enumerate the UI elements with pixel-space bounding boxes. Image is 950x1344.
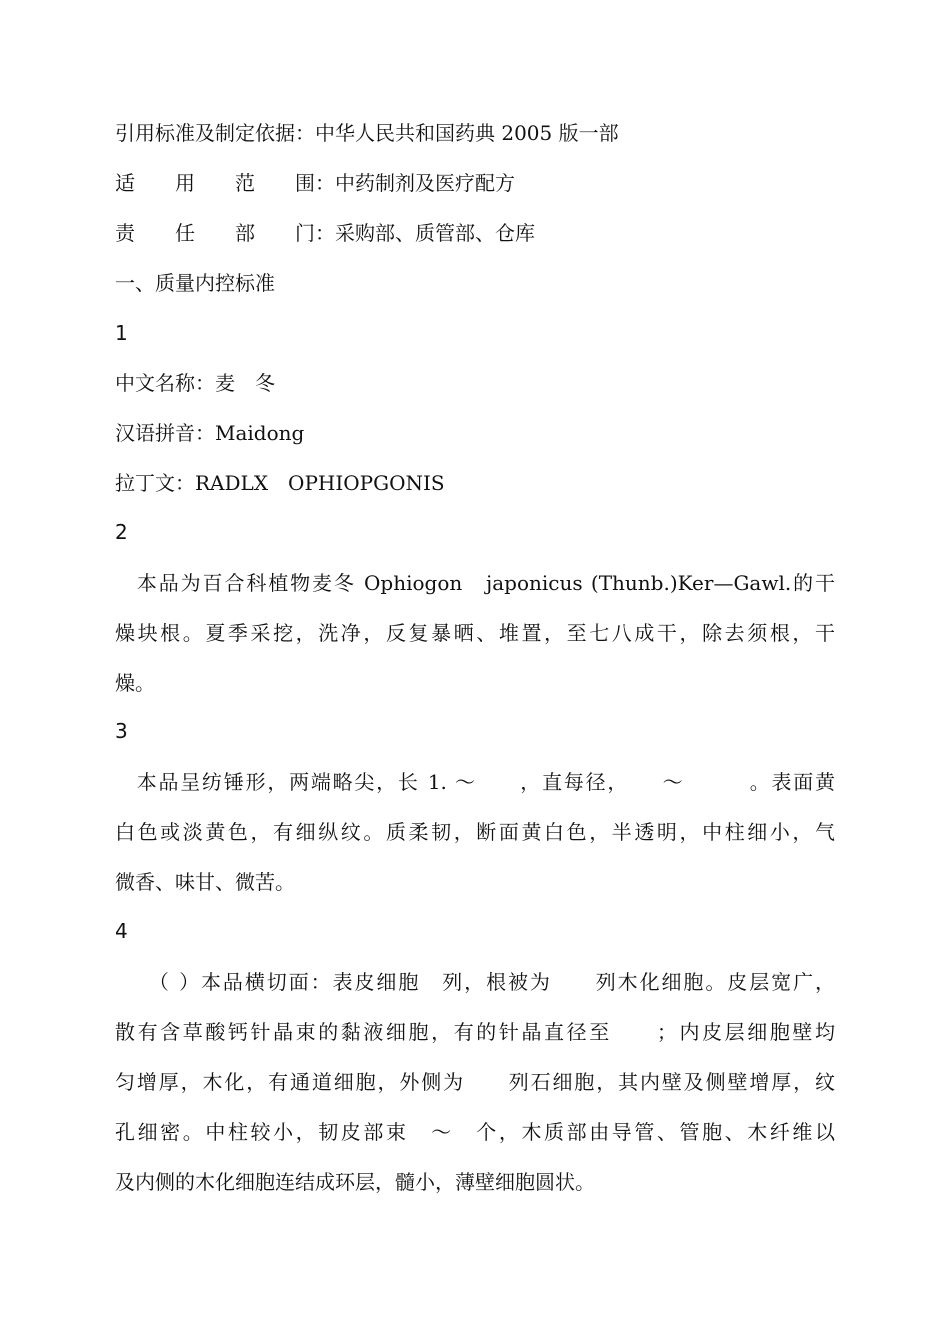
chinese-name-line: 中文名称：麦 冬 <box>115 371 275 395</box>
item-number-3: 3 <box>115 719 128 743</box>
scope-value: 中药制剂及医疗配方 <box>335 171 515 195</box>
item-number-4: 4 <box>115 919 128 943</box>
item-number-2: 2 <box>115 520 128 544</box>
department-label: 责 任 部 门： <box>115 221 335 245</box>
character-paragraph-line: 本品呈纺锤形，两端略尖，长 1. ～ ，直每径， ～ 。表面黄 <box>115 770 835 794</box>
character-paragraph-line: 微香、味甘、微苦。 <box>115 870 295 894</box>
character-paragraph-line: 白色或淡黄色，有细纵纹。质柔韧，断面黄白色，半透明，中柱细小，气 <box>115 820 835 844</box>
source-paragraph-line: 本品为百合科植物麦冬 Ophiogon japonicus (Thunb.)Ker—Gawl.的干 <box>115 571 835 595</box>
item-number-1: 1 <box>115 321 128 345</box>
scope-label: 适 用 范 围： <box>115 171 335 195</box>
source-paragraph-line: 燥块根。夏季采挖，洗净，反复暴晒、堆置，至七八成干，除去须根，干 <box>115 621 835 645</box>
identification-paragraph-line: 及内侧的木化细胞连结成环层，髓小，薄壁细胞圆状。 <box>115 1170 595 1194</box>
identification-paragraph-line: 孔细密。中柱较小，韧皮部束 ～ 个，木质部由导管、管胞、木纤维以 <box>115 1120 835 1144</box>
department-line <box>115 221 535 245</box>
pinyin-line: 汉语拼音：Maidong <box>115 421 305 445</box>
citation-value: 中华人民共和国药典 2005 版一部 <box>315 121 619 145</box>
identification-paragraph-line: 匀增厚，木化，有通道细胞，外侧为 列石细胞，其内壁及侧壁增厚，纹 <box>115 1070 835 1094</box>
identification-paragraph-line: （ ）本品横切面：表皮细胞 列，根被为 列木化细胞。皮层宽广， <box>115 970 835 994</box>
citation-line <box>115 121 619 145</box>
source-paragraph-line: 燥。 <box>115 671 155 695</box>
latin-name-line: 拉丁文：RADLX OPHIOPGONIS <box>115 471 445 495</box>
department-value: 采购部、质管部、仓库 <box>335 221 535 245</box>
citation-label: 引用标准及制定依据： <box>115 121 315 145</box>
section-heading: 一、质量内控标准 <box>115 271 275 295</box>
identification-paragraph-line: 散有含草酸钙针晶束的黏液细胞，有的针晶直径至 ；内皮层细胞壁均 <box>115 1020 835 1044</box>
scope-line <box>115 171 515 195</box>
